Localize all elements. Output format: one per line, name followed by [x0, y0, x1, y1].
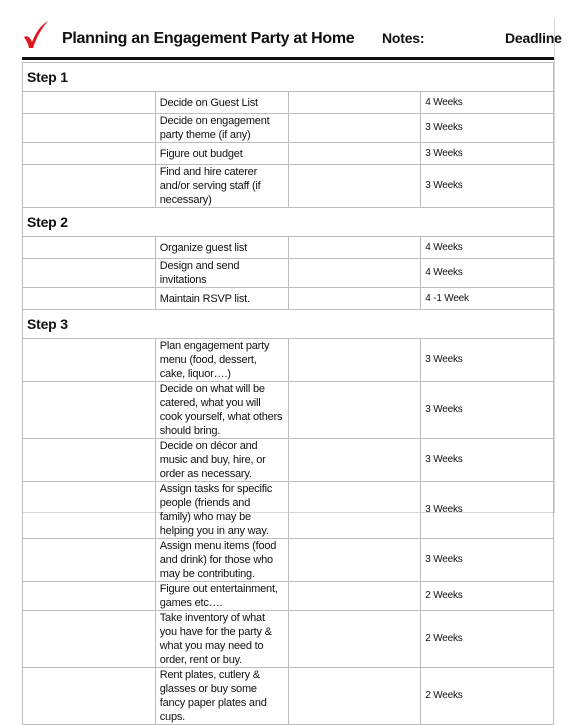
checkbox-cell[interactable]	[23, 382, 156, 439]
step-header-row	[23, 310, 554, 339]
step-label: Step 1	[23, 63, 554, 92]
checkbox-cell[interactable]	[23, 339, 156, 382]
task-row	[23, 114, 554, 143]
task-row	[23, 539, 554, 582]
notes-cell[interactable]	[288, 339, 421, 382]
notes-cell[interactable]	[288, 668, 421, 725]
deadline-cell: 4 Weeks	[421, 259, 554, 288]
task-row	[23, 668, 554, 725]
notes-cell[interactable]	[288, 143, 421, 165]
notes-cell[interactable]	[288, 237, 421, 259]
task-row	[23, 439, 554, 482]
task-row	[23, 382, 554, 439]
notes-cell[interactable]	[288, 382, 421, 439]
task-description: Maintain RSVP list.	[155, 288, 288, 310]
deadline-cell: 2 Weeks	[421, 611, 554, 668]
task-description: Decide on what will be catered, what you will cook yourself, what others should bring.	[155, 382, 288, 439]
task-row	[23, 339, 554, 382]
header-rule	[22, 57, 554, 60]
task-description: Assign menu items (food and drink) for those who may be contributing.	[155, 539, 288, 582]
task-description: Design and send invitations	[155, 259, 288, 288]
checkbox-cell[interactable]	[23, 259, 156, 288]
checkbox-cell[interactable]	[23, 165, 156, 208]
task-row	[23, 582, 554, 611]
deadline-cell: 2 Weeks	[421, 668, 554, 725]
notes-cell[interactable]	[288, 114, 421, 143]
notes-cell[interactable]	[288, 482, 421, 539]
deadline-cell: 4 Weeks	[421, 92, 554, 114]
notes-column-header: Notes:	[382, 30, 425, 46]
checkbox-cell[interactable]	[23, 668, 156, 725]
notes-cell[interactable]	[288, 92, 421, 114]
task-row	[23, 482, 554, 539]
deadline-cell: 3 Weeks	[421, 143, 554, 165]
notes-cell[interactable]	[288, 439, 421, 482]
task-description: Find and hire caterer and/or serving staff (if necessary)	[155, 165, 288, 208]
checkbox-cell[interactable]	[23, 539, 156, 582]
task-row	[23, 288, 554, 310]
task-row	[23, 143, 554, 165]
notes-cell[interactable]	[288, 611, 421, 668]
checklist-table	[22, 62, 554, 725]
checkbox-cell[interactable]	[23, 237, 156, 259]
checkbox-cell[interactable]	[23, 482, 156, 539]
notes-cell[interactable]	[288, 165, 421, 208]
deadline-cell: 2 Weeks	[421, 582, 554, 611]
task-description: Figure out budget	[155, 143, 288, 165]
deadline-cell: 3 Weeks	[421, 482, 554, 539]
task-description: Decide on Guest List	[155, 92, 288, 114]
task-description: Assign tasks for specific people (friends and family) who may be helping you in any way.	[155, 482, 288, 539]
task-description: Decide on décor and music and buy, hire, or order as necessary.	[155, 439, 288, 482]
checkbox-cell[interactable]	[23, 114, 156, 143]
document-header	[22, 18, 562, 58]
task-description: Take inventory of what you have for the party & what you may need to order, rent or buy.	[155, 611, 288, 668]
task-row	[23, 237, 554, 259]
task-description: Plan engagement party menu (food, dessert, cake, liquor….)	[155, 339, 288, 382]
task-row	[23, 165, 554, 208]
checkbox-cell[interactable]	[23, 611, 156, 668]
checkbox-cell[interactable]	[23, 92, 156, 114]
notes-cell[interactable]	[288, 539, 421, 582]
deadline-cell: 3 Weeks	[421, 382, 554, 439]
notes-cell[interactable]	[288, 582, 421, 611]
checkbox-cell[interactable]	[23, 288, 156, 310]
deadline-cell: 4 Weeks	[421, 237, 554, 259]
step-header-row	[23, 63, 554, 92]
deadline-column-header: Deadline	[505, 30, 562, 46]
task-row	[23, 92, 554, 114]
task-description: Decide on engagement party theme (if any)	[155, 114, 288, 143]
step-label: Step 2	[23, 208, 554, 237]
document-page	[22, 18, 562, 723]
deadline-cell: 3 Weeks	[421, 114, 554, 143]
notes-cell[interactable]	[288, 259, 421, 288]
deadline-cell: 3 Weeks	[421, 439, 554, 482]
step-header-row	[23, 208, 554, 237]
checkmark-icon	[22, 20, 50, 50]
task-row	[23, 611, 554, 668]
deadline-cell: 3 Weeks	[421, 339, 554, 382]
task-row	[23, 259, 554, 288]
checkbox-cell[interactable]	[23, 439, 156, 482]
task-description: Figure out entertainment, games etc….	[155, 582, 288, 611]
notes-cell[interactable]	[288, 288, 421, 310]
checkbox-cell[interactable]	[23, 582, 156, 611]
checkbox-cell[interactable]	[23, 143, 156, 165]
deadline-cell: 3 Weeks	[421, 539, 554, 582]
step-label: Step 3	[23, 310, 554, 339]
task-description: Organize guest list	[155, 237, 288, 259]
deadline-cell: 4 -1 Week	[421, 288, 554, 310]
deadline-cell: 3 Weeks	[421, 165, 554, 208]
page-title: Planning an Engagement Party at Home	[62, 30, 355, 47]
task-description: Rent plates, cutlery & glasses or buy some fancy paper plates and cups.	[155, 668, 288, 725]
